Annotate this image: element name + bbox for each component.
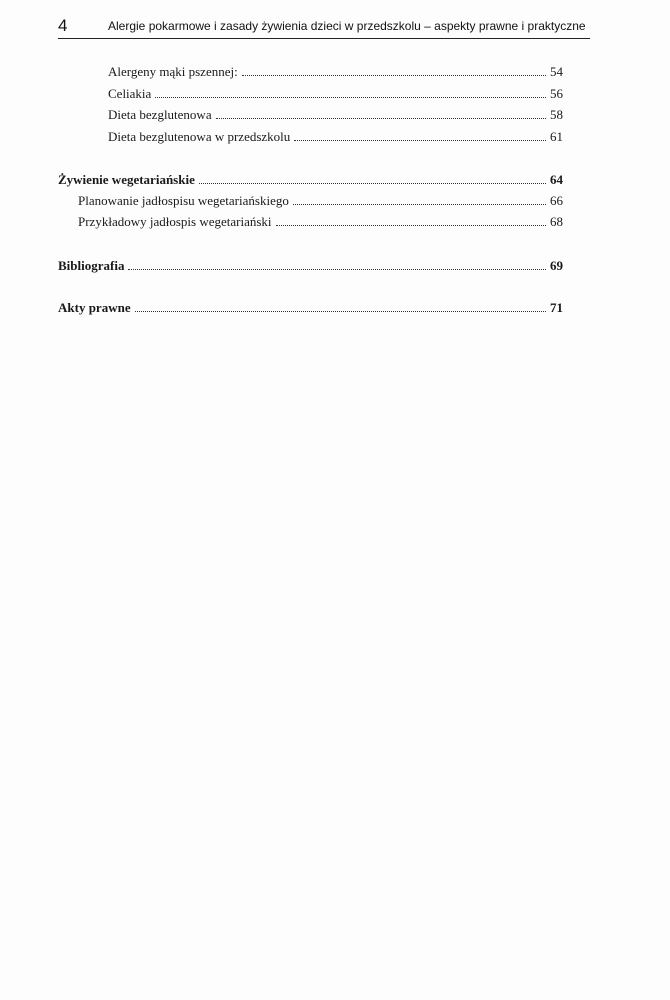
dot-leader (128, 268, 546, 270)
toc-entry-page: 66 (550, 193, 563, 208)
toc-entry (108, 86, 563, 102)
toc-entry (78, 214, 563, 230)
toc-entry-title: Planowanie jadłospisu wegetariańskiego (78, 193, 289, 208)
page-number: 4 (58, 16, 68, 35)
toc-section-entry (58, 300, 563, 316)
toc-entry-page: 61 (550, 129, 563, 144)
toc-entry-page: 71 (550, 300, 563, 315)
toc-entry-title: Celiakia (108, 86, 152, 101)
toc-entry-page: 56 (550, 86, 563, 101)
toc-entry (78, 193, 563, 209)
toc-entry-title: Alergeny mąki pszennej: (108, 64, 238, 79)
toc-entry-page: 58 (550, 107, 563, 122)
toc-entry-title: Dieta bezglutenowa (108, 107, 212, 122)
dot-leader (242, 74, 546, 76)
dot-leader (155, 96, 546, 98)
toc-entry (108, 129, 563, 145)
toc-entry-title: Akty prawne (58, 300, 131, 315)
toc-entry (108, 64, 563, 80)
toc-entry (108, 107, 563, 123)
toc-entry-page: 64 (550, 172, 563, 187)
toc-entry-title: Bibliografia (58, 258, 125, 273)
dot-leader (199, 182, 546, 184)
dot-leader (293, 203, 546, 205)
dot-leader (135, 310, 546, 312)
running-title: Alergie pokarmowe i zasady żywienia dzieci w przedszkolu – aspekty prawne i praktyczne (108, 19, 586, 33)
dot-leader (216, 117, 546, 119)
dot-leader (294, 139, 546, 141)
toc-entry-title: Dieta bezglutenowa w przedszkolu (108, 129, 291, 144)
toc-entry-page: 54 (550, 64, 563, 79)
toc-entry-title: Żywienie wegetariańskie (58, 172, 195, 187)
toc-entry-page: 69 (550, 258, 563, 273)
toc-section-entry (58, 258, 563, 274)
toc-section-entry (58, 172, 563, 188)
dot-leader (276, 224, 546, 226)
page-header (58, 14, 590, 39)
toc-entry-title: Przykładowy jadłospis wegetariański (78, 214, 272, 229)
toc-entry-page: 68 (550, 214, 563, 229)
